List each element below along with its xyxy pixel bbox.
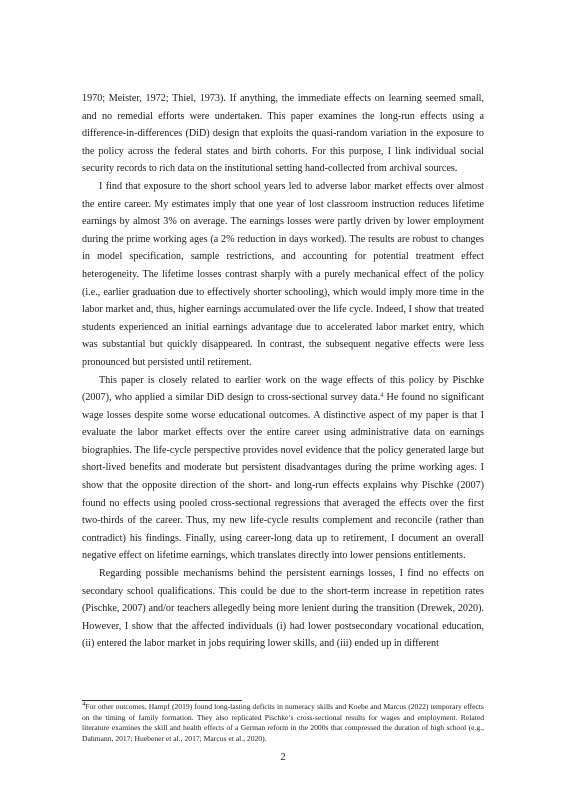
paragraph-3-part-1: This paper is closely related to earlier work on the wage effects of this policy by Pischke (2007), who applied a similar DiD design to cross-sectional survey data. bbox=[82, 374, 484, 404]
page-number: 2 bbox=[280, 752, 286, 763]
footnote-divider bbox=[82, 700, 242, 701]
footnote-reference[interactable]: 4 bbox=[380, 391, 384, 399]
paragraph-1: 1970; Meister, 1972; Thiel, 1973). If anything, the immediate effects on learning seemed small, and no remedial efforts were undertaken. This paper examines the long-run effects using a difference-in-differences (DiD) design that exploits the quasi-random variation in the exposure to the policy across the federal states and birth cohorts. For this purpose, I link individual social security records to rich data on the institutional setting hand-collected from archival sources. bbox=[82, 93, 484, 175]
footnote-marker: 4 bbox=[82, 700, 86, 708]
paragraph-2: I find that exposure to the short school years led to adverse labor market effects over almost the entire career. My estimates imply that one year of lost classroom instruction reduces lifetime earnings by almost 3% on average. The earnings losses were partly driven by lower employment during the prime working ages (a 2% reduction in days worked). The results are robust to changes in model specification, sample restrictions, and accounting for potential treatment effect heterogeneity. The lifetime losses contrast sharply with a purely mechanical effect of the policy (i.e., earlier graduation due to effectively shorter schooling), which would imply more time in the labor market and, thus, higher earnings accumulated over the life cycle. Indeed, I show that treated students experienced an initial earnings advantage due to accelerated labor market entry, which was substantial but quickly disappeared. In contrast, the subsequent negative effects were less pronounced but persisted until retirement. bbox=[82, 180, 484, 368]
main-text bbox=[82, 90, 484, 653]
paragraph-4: Regarding possible mechanisms behind the persistent earnings losses, I find no effects on secondary school qualifications. This could be due to the short-term increase in repetition rates (Pischke, 2007) and/or teachers allegedly being more lenient during the transition (Drewek, 2020). However, I show that the affected individuals (i) had lower postsecondary vocational education, (ii) entered the labor market in jobs requiring lower skills, and (iii) ended up in different bbox=[82, 568, 484, 650]
footnote-text: For other outcomes, Hampf (2019) found long-lasting deficits in numeracy skills and Koebe and Marcus (2022) temporary effects on the timing of family formation. They also replicated Pischke’s cross-sectional results for wages and employment. Related literature examines the skill and health effects of a German reform in the 2000s that compressed the duration of high school (e.g., Dahmann, 2017; Huebener et al., 2017; Marcus et al., 2020). bbox=[82, 702, 484, 743]
paragraph-3-part-2: He found no significant wage losses despite some worse educational outcomes. A distinctive aspect of my paper is that I evaluate the labor market effects over the entire career using administrative data on earnings biographies. The life-cycle perspective provides novel evidence that the policy generated large but short-lived benefits and moderate but persistent disadvantages during the prime working ages. I show that the opposite direction of the short- and long-run effects explains why Pischke (2007) found no effects using pooled cross-sectional regressions that averaged the effects over the first two-thirds of the career. Thus, my new life-cycle results complement and reconcile (rather than contradict) his findings. Finally, using career-long data up to retirement, I document an overall negative effect on lifetime earnings, which translates directly into lower pensions entitlements. bbox=[82, 392, 484, 562]
paragraph-3 bbox=[82, 372, 484, 566]
footnote bbox=[82, 702, 484, 744]
